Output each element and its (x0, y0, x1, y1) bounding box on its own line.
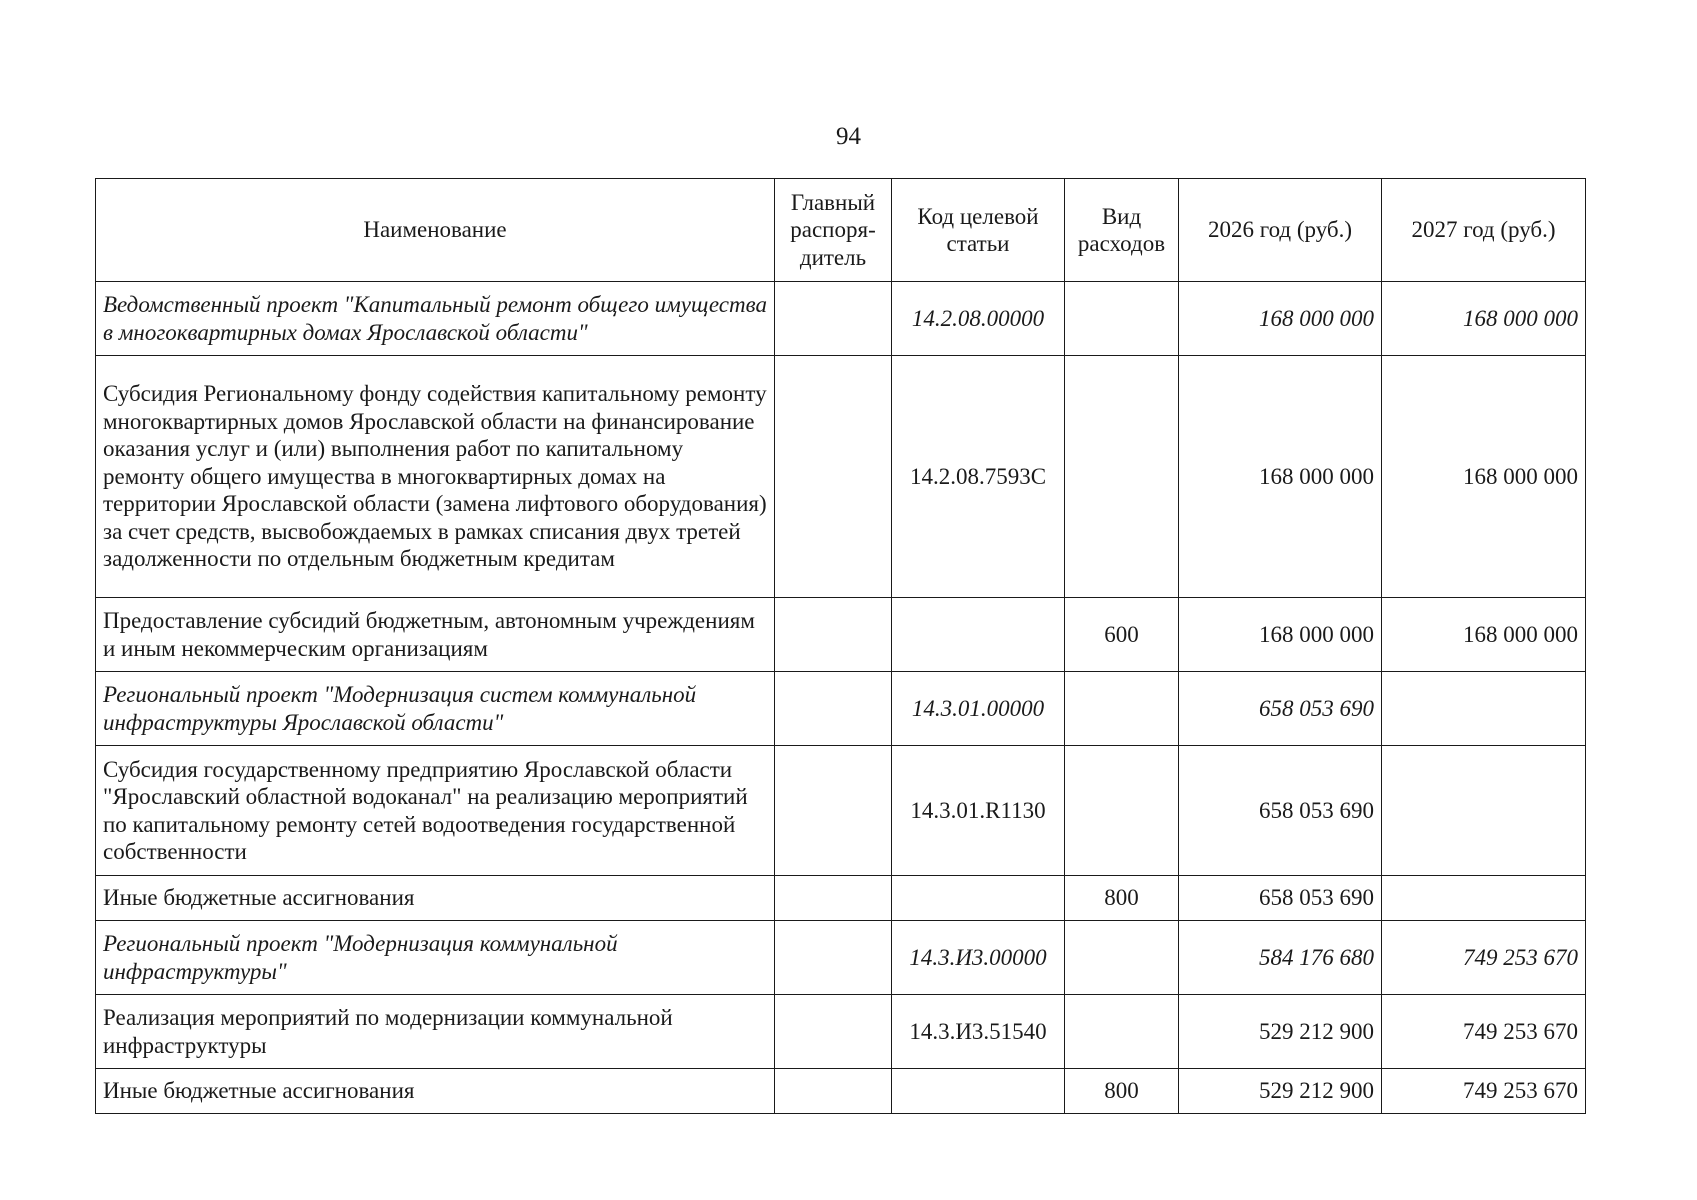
row-year-2026: 168 000 000 (1179, 356, 1382, 598)
header-code: Код целевой статьи (892, 179, 1065, 282)
table-row (96, 1069, 1586, 1114)
row-name: Региональный проект "Модернизация коммунальной инфраструктуры" (96, 921, 775, 995)
row-year-2026: 168 000 000 (1179, 598, 1382, 672)
row-code (892, 1069, 1065, 1114)
row-year-2026: 658 053 690 (1179, 672, 1382, 746)
row-year-2026: 658 053 690 (1179, 876, 1382, 921)
row-name: Реализация мероприятий по модернизации коммунальной инфраструктуры (96, 995, 775, 1069)
row-year-2027: 749 253 670 (1382, 921, 1586, 995)
row-name: Иные бюджетные ассигнования (96, 876, 775, 921)
row-year-2026: 658 053 690 (1179, 746, 1382, 876)
table-row (96, 746, 1586, 876)
row-year-2026: 584 176 680 (1179, 921, 1382, 995)
page-number: 94 (836, 123, 861, 150)
row-year-2027 (1382, 672, 1586, 746)
table-header-row (96, 179, 1586, 282)
row-name: Субсидия Региональному фонду содействия капитальному ремонту многоквартирных домов Ярославской области на финансирование оказания услуг и (или) выполнения работ по капитальному ремонту общего имущества в многоквартирных домах на территории Ярославской области (замена лифтового оборудования) за счет средств, высвобождаемых в рамках списания двух третей задолженности по отдельным бюджетным кредитам (96, 356, 775, 598)
row-admin (775, 598, 892, 672)
header-expense-type: Вид расходов (1065, 179, 1179, 282)
row-year-2027 (1382, 876, 1586, 921)
row-year-2027: 168 000 000 (1382, 356, 1586, 598)
row-year-2027: 749 253 670 (1382, 995, 1586, 1069)
header-year-2026: 2026 год (руб.) (1179, 179, 1382, 282)
header-admin: Главный распоря-дитель (775, 179, 892, 282)
row-name: Субсидия государственному предприятию Ярославской области "Ярославский областной водоканал" на реализацию мероприятий по капитальному ремонту сетей водоотведения государственной собственности (96, 746, 775, 876)
row-expense-type (1065, 921, 1179, 995)
row-expense-type (1065, 995, 1179, 1069)
row-admin (775, 921, 892, 995)
table-row (96, 921, 1586, 995)
row-expense-type: 800 (1065, 876, 1179, 921)
row-expense-type (1065, 672, 1179, 746)
row-name: Ведомственный проект "Капитальный ремонт общего имущества в многоквартирных домах Ярославской области" (96, 282, 775, 356)
row-name: Предоставление субсидий бюджетным, автономным учреждениям и иным некоммерческим организациям (96, 598, 775, 672)
row-year-2027: 749 253 670 (1382, 1069, 1586, 1114)
row-code: 14.2.08.00000 (892, 282, 1065, 356)
row-code (892, 876, 1065, 921)
row-code: 14.3.01.R1130 (892, 746, 1065, 876)
row-expense-type: 600 (1065, 598, 1179, 672)
table-row (96, 598, 1586, 672)
row-admin (775, 282, 892, 356)
row-admin (775, 746, 892, 876)
row-code: 14.2.08.7593С (892, 356, 1065, 598)
row-admin (775, 995, 892, 1069)
row-year-2026: 529 212 900 (1179, 1069, 1382, 1114)
row-code: 14.3.И3.51540 (892, 995, 1065, 1069)
row-year-2027: 168 000 000 (1382, 598, 1586, 672)
budget-table (95, 178, 1586, 1114)
table-row (96, 995, 1586, 1069)
row-year-2026: 529 212 900 (1179, 995, 1382, 1069)
row-year-2027 (1382, 746, 1586, 876)
row-code: 14.3.И3.00000 (892, 921, 1065, 995)
row-expense-type (1065, 356, 1179, 598)
table-row (96, 356, 1586, 598)
row-expense-type (1065, 282, 1179, 356)
header-year-2027: 2027 год (руб.) (1382, 179, 1586, 282)
row-expense-type (1065, 746, 1179, 876)
row-year-2027: 168 000 000 (1382, 282, 1586, 356)
row-expense-type: 800 (1065, 1069, 1179, 1114)
header-name: Наименование (96, 179, 775, 282)
row-admin (775, 1069, 892, 1114)
table-row (96, 876, 1586, 921)
row-admin (775, 672, 892, 746)
row-name: Иные бюджетные ассигнования (96, 1069, 775, 1114)
table-row (96, 672, 1586, 746)
row-code: 14.3.01.00000 (892, 672, 1065, 746)
row-code (892, 598, 1065, 672)
row-name: Региональный проект "Модернизация систем коммунальной инфраструктуры Ярославской области" (96, 672, 775, 746)
row-admin (775, 356, 892, 598)
row-year-2026: 168 000 000 (1179, 282, 1382, 356)
row-admin (775, 876, 892, 921)
table-row (96, 282, 1586, 356)
